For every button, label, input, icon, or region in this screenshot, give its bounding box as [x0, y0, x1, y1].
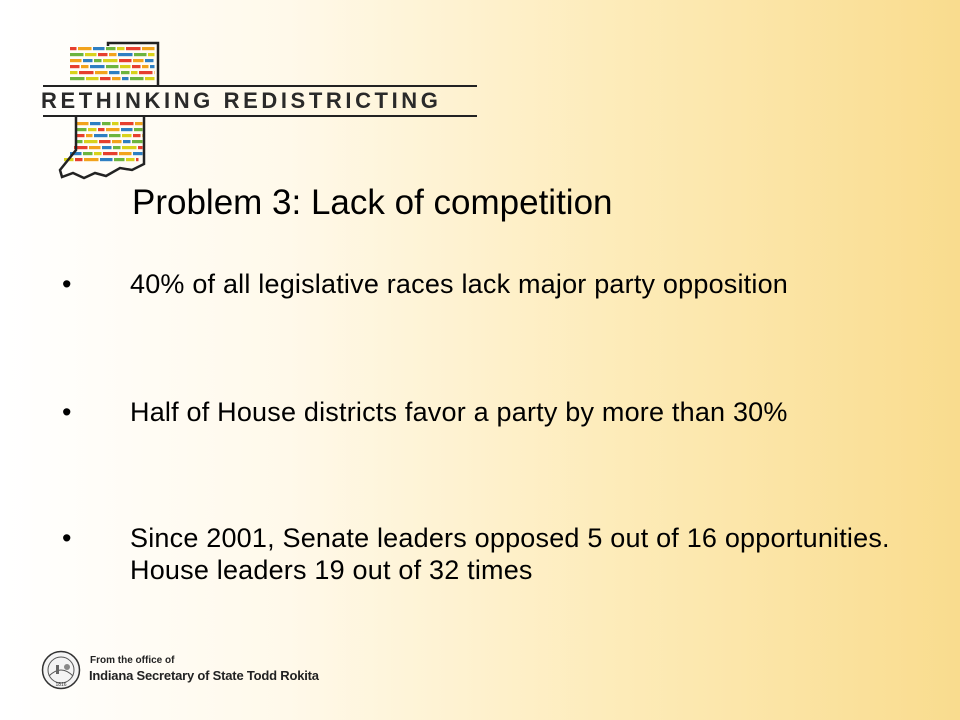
- logo-stripe: [83, 59, 93, 62]
- logo-stripe: [109, 71, 120, 74]
- logo-stripe: [70, 77, 85, 80]
- logo-stripe: [119, 59, 132, 62]
- seal-year: 1816: [55, 682, 67, 688]
- logo-stripe: [121, 71, 130, 74]
- logo-stripe: [122, 134, 132, 137]
- logo-stripe: [121, 128, 133, 131]
- logo-stripe: [112, 140, 122, 143]
- logo-stripe: [120, 122, 134, 125]
- bullet-marker: •: [62, 523, 72, 553]
- logo-stripe: [133, 152, 143, 155]
- logo-stripe: [88, 128, 97, 131]
- logo-stripe: [134, 128, 143, 131]
- logo-stripe: [109, 134, 121, 137]
- bullet-item: Since 2001, Senate leaders opposed 5 out of 16 opportunities. House leaders 19 out of 32 times: [130, 523, 890, 585]
- logo-stripe: [142, 65, 149, 68]
- logo-stripe: [86, 77, 99, 80]
- logo-stripe: [117, 47, 125, 50]
- logo-stripe: [84, 140, 98, 143]
- logo-stripe: [70, 71, 78, 74]
- bullet-marker: •: [62, 269, 72, 299]
- logo-stripe: [150, 65, 155, 68]
- footer-office-line: From the office of: [90, 655, 175, 666]
- logo-stripe: [102, 146, 112, 149]
- logo-stripe: [138, 146, 143, 149]
- logo-stripe: [76, 122, 89, 125]
- logo-stripe: [94, 134, 108, 137]
- logo-stripe: [113, 146, 121, 149]
- logo-stripe: [70, 47, 77, 50]
- logo-stripe: [90, 122, 101, 125]
- logo-stripe: [98, 53, 108, 56]
- logo-stripe: [134, 53, 147, 56]
- logo-stripe: [76, 128, 87, 131]
- logo-stripe: [100, 158, 113, 161]
- logo-stripe: [79, 71, 94, 74]
- logo-stripe: [103, 152, 118, 155]
- logo-stripe: [122, 77, 129, 80]
- bullet-marker: •: [62, 397, 72, 427]
- logo-stripe: [118, 53, 133, 56]
- logo-stripe: [94, 59, 102, 62]
- logo-stripe: [99, 140, 111, 143]
- logo-stripe: [86, 134, 93, 137]
- logo-stripe: [131, 71, 138, 74]
- logo-stripe: [85, 53, 97, 56]
- logo-stripe: [81, 65, 89, 68]
- logo-stripe: [142, 47, 155, 50]
- logo-stripe: [75, 158, 83, 161]
- logo-stripe: [133, 59, 144, 62]
- logo-stripe: [148, 53, 155, 56]
- logo-stripe: [98, 128, 105, 131]
- logo-stripe: [70, 59, 82, 62]
- slide-title: Problem 3: Lack of competition: [132, 183, 613, 222]
- logo-stripe: [122, 146, 137, 149]
- logo-stripe: [106, 128, 120, 131]
- logo-stripe: [145, 59, 154, 62]
- logo-stripe: [154, 71, 155, 74]
- logo-stripe: [114, 158, 125, 161]
- logo-stripe: [106, 65, 119, 68]
- logo-stripe: [83, 152, 93, 155]
- logo-stripe: [120, 65, 131, 68]
- logo-stripe: [132, 140, 143, 143]
- logo-stripe: [84, 158, 99, 161]
- logo-stripe: [126, 47, 141, 50]
- logo-stripe: [90, 65, 105, 68]
- logo-stripe: [102, 122, 111, 125]
- footer-secretary-line: Indiana Secretary of State Todd Rokita: [89, 668, 319, 683]
- logo-stripe: [70, 53, 84, 56]
- logo-stripe: [112, 77, 121, 80]
- logo-stripe: [100, 77, 111, 80]
- logo-stripe: [119, 152, 132, 155]
- logo-stripe: [109, 53, 117, 56]
- logo-stripe: [145, 77, 155, 80]
- logo-stripe: [70, 65, 80, 68]
- logo-stripe: [133, 134, 141, 137]
- logo-text: RETHINKING REDISTRICTING: [41, 88, 442, 113]
- logo-stripe: [132, 65, 141, 68]
- logo-stripe: [106, 47, 116, 50]
- state-seal-icon: [41, 650, 81, 690]
- logo-stripe: [112, 122, 119, 125]
- bullet-item: 40% of all legislative races lack major party opposition: [130, 269, 789, 299]
- logo-stripe: [89, 146, 101, 149]
- logo-stripe: [135, 122, 143, 125]
- logo-stripe: [103, 59, 118, 62]
- bullet-item: Half of House districts favor a party by more than 30%: [130, 397, 788, 427]
- logo-stripe: [76, 134, 85, 137]
- logo-stripe: [142, 134, 143, 137]
- logo-stripe: [136, 158, 139, 161]
- logo-stripe: [78, 47, 92, 50]
- logo-stripe: [130, 77, 144, 80]
- logo-stripe: [123, 140, 131, 143]
- logo-stripe: [139, 71, 153, 74]
- logo-stripe: [126, 158, 135, 161]
- logo-stripe: [95, 71, 108, 74]
- logo-stripe: [93, 47, 105, 50]
- logo-stripe: [94, 152, 102, 155]
